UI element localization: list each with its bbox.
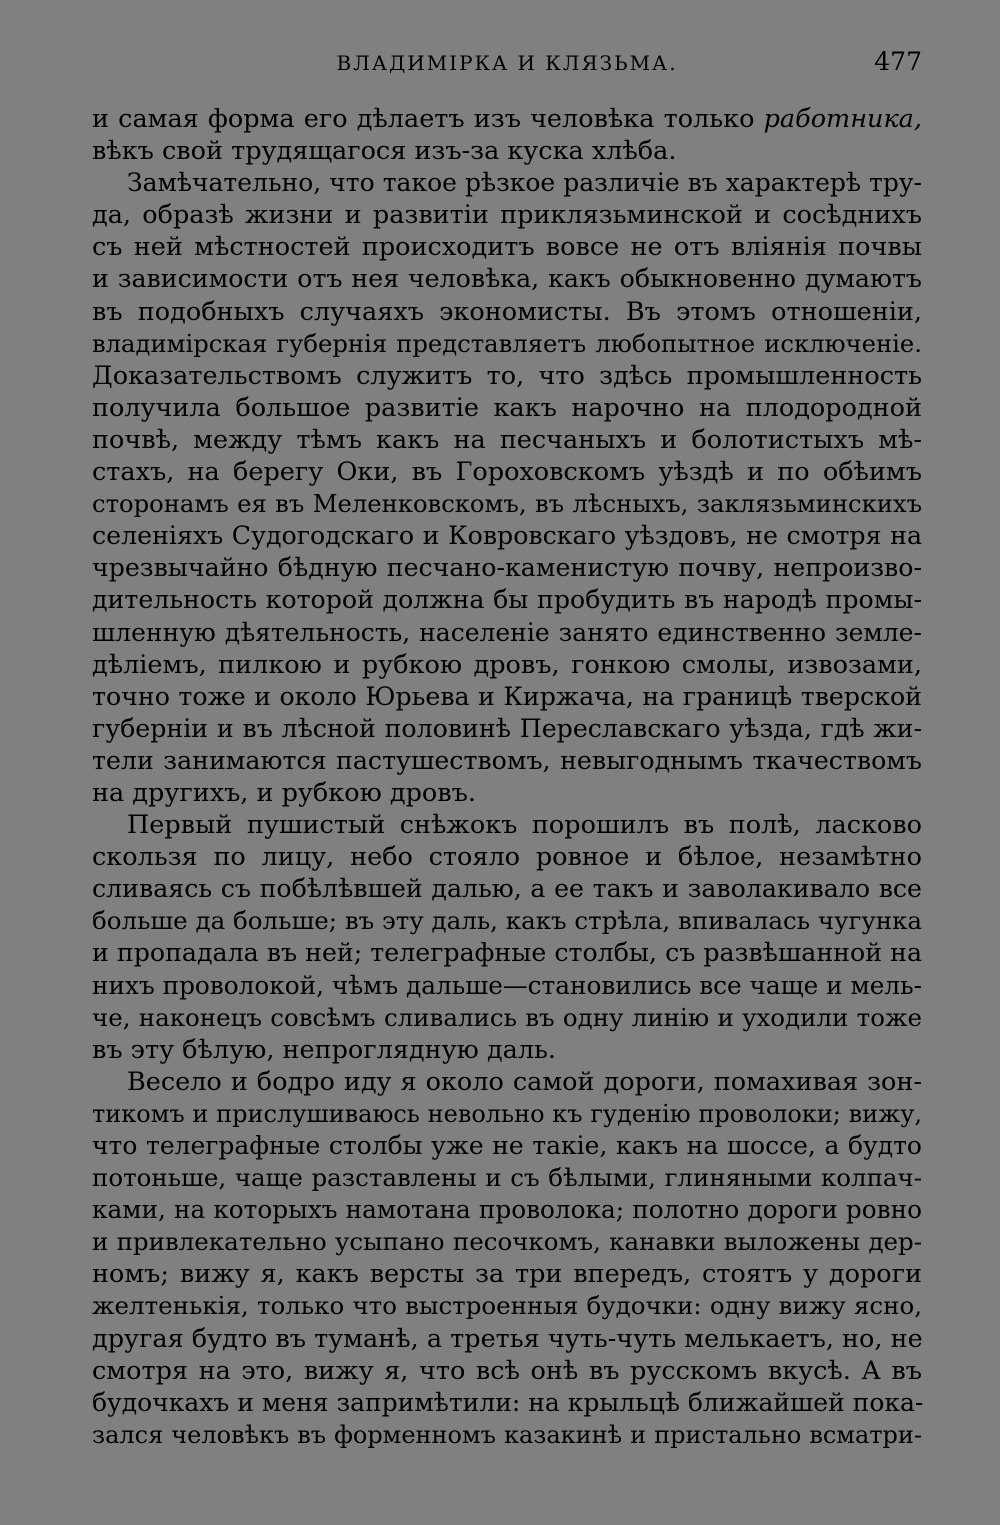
page-number: 477 xyxy=(874,47,922,76)
text-line: Первый пушистый снѣжокъ порошилъ въ полѣ, ласково xyxy=(127,810,922,841)
text-line: стахъ, на берегу Оки, въ Гороховскомъ уѣздѣ и по обѣимъ xyxy=(92,457,922,488)
body-text xyxy=(92,103,922,1451)
text-line: номъ; вижу я, какъ версты за три впередъ, стоятъ у дороги xyxy=(92,1259,922,1290)
text-line: владимірская губернія представляетъ любопытное исключеніе. xyxy=(92,328,922,358)
text-line-plain: и самая форма его дѣлаетъ изъ человѣка только xyxy=(92,104,764,134)
text-line: съ ней мѣстностей происходитъ вовсе не отъ вліянія почвы xyxy=(92,232,922,263)
text-line: ками, на которыхъ намотана проволока; полотно дороги ровно xyxy=(92,1195,922,1225)
text-line: и привлекательно усыпано песочкомъ, канавки выложены дер- xyxy=(92,1227,922,1257)
emphasized-word: работника, xyxy=(763,104,922,134)
text-line: почвѣ, между тѣмъ какъ на песчаныхъ и болотистыхъ мѣ- xyxy=(92,424,922,455)
text-line: потоньше, чаще разставлены и съ бѣлыми, глиняными колпач- xyxy=(92,1163,922,1193)
text-line: въ эту бѣлую, непроглядную даль. xyxy=(92,1034,557,1065)
text-line: губерніи и въ лѣсной половинѣ Переславскаго уѣзда, гдѣ жи- xyxy=(92,713,922,743)
text-line: тели занимаются пастушествомъ, невыгоднымъ ткачествомъ xyxy=(92,745,922,775)
running-title: ВЛАДИМІРКА И КЛЯЗЬМА. xyxy=(336,51,678,75)
text-line: желтенькія, только что выстроенныя будочки: одну вижу ясно, xyxy=(92,1291,922,1321)
text-line: селеніяхъ Судогодскаго и Ковровскаго уѣздовъ, не смотря на xyxy=(92,521,922,551)
text-line: вѣкъ свой трудящагося изъ-за куска хлѣба. xyxy=(92,136,677,167)
text-line: Весело и бодро иду я около самой дороги, помахивая зон- xyxy=(127,1066,922,1097)
text-line: что телеграфные столбы уже не такіе, какъ на шоссе, а будто xyxy=(92,1131,922,1160)
text-line: въ подобныхъ случаяхъ экономисты. Въ этомъ отношеніи, xyxy=(92,296,922,327)
text-line: Замѣчательно, что такое рѣзкое различіе въ характерѣ тру- xyxy=(127,168,922,198)
text-line: дѣліемъ, пилкою и рубкою дровъ, гонкою смолы, извозами, xyxy=(92,649,922,680)
text-line: сливаясь съ побѣлѣвшей далью, а ее такъ и заволакивало все xyxy=(92,874,922,904)
text-line: смотря на это, вижу я, что всѣ онѣ въ русскомъ вкусѣ. А въ xyxy=(92,1355,922,1386)
text-line: на другихъ, и рубкою дровъ. xyxy=(92,777,476,808)
text-line: будочкахъ и меня запримѣтили: на крыльцѣ ближайшей пока- xyxy=(92,1387,924,1417)
text-line: получила большое развитіе какъ нарочно на плодородной xyxy=(92,392,922,423)
text-line: и пропадала въ ней; телеграфные столбы, съ развѣшанной на xyxy=(92,938,922,968)
text-line: Доказательствомъ служитъ то, что здѣсь промышленность xyxy=(92,360,922,391)
text-line: и зависимости отъ нея человѣка, какъ обыкновенно думаютъ xyxy=(92,264,922,294)
text-line: шленную дѣятельность, населеніе занято единственно земле- xyxy=(92,617,922,647)
text-line: скользя по лицу, небо стояло ровное и бѣлое, незамѣтно xyxy=(92,842,922,873)
text-line: чрезвычайно бѣдную песчано-каменистую почву, непроизво- xyxy=(92,553,922,583)
text-line: тикомъ и прислушиваюсь невольно къ гуденію проволоки; вижу, xyxy=(92,1099,922,1128)
running-head xyxy=(92,48,922,78)
text-line: нихъ проволокой, чѣмъ дальше—становились все чаще и мель- xyxy=(92,970,922,1000)
text-line: да, образѣ жизни и развитіи приклязьминской и сосѣднихъ xyxy=(92,200,922,231)
text-line: дительность которой должна бы пробудить въ народѣ промы- xyxy=(92,585,922,615)
text-line: че, наконецъ совсѣмъ сливались въ одну линію и уходили тоже xyxy=(92,1002,922,1032)
text-line: сторонамъ ея въ Меленковскомъ, въ лѣсныхъ, заклязьминскихъ xyxy=(92,489,922,519)
text-line: точно тоже и около Юрьева и Киржача, на границѣ тверской xyxy=(92,681,922,711)
text-line: другая будто въ туманѣ, а третья чуть-чуть мелькаетъ, но, не xyxy=(92,1323,923,1354)
text-line: зался человѣкъ въ форменномъ казакинѣ и пристально всматри- xyxy=(92,1420,922,1449)
text-line xyxy=(92,103,922,135)
text-line: больше да больше; въ эту даль, какъ стрѣла, впивалась чугунка xyxy=(92,906,922,936)
